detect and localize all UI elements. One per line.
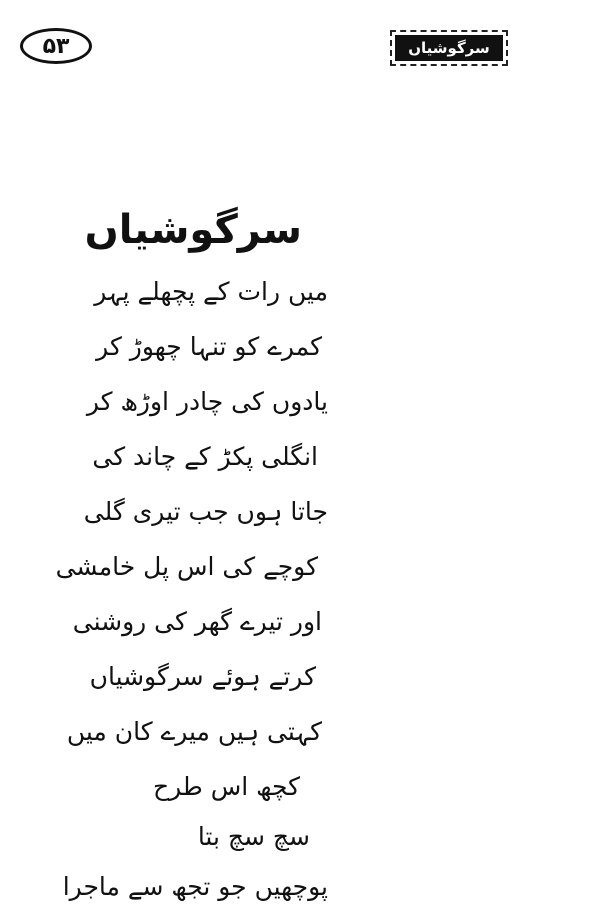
verse-line: انگلی پکڑ کے چاند کی <box>92 442 318 471</box>
verse-line: کرتے ہوئے سرگوشیاں <box>89 662 316 691</box>
verse-line: سچ سچ بتا <box>197 822 310 851</box>
verse-line: یادوں کی چادر اوڑھ کر <box>86 387 328 416</box>
running-header-title: سرگوشیاں <box>395 35 503 61</box>
verse-line: کچھ اس طرح <box>152 772 300 801</box>
verse-line: کمرے کو تنہا چھوڑ کر <box>96 332 322 361</box>
page-number: ۵۳ <box>20 28 92 64</box>
verse-line: کوچے کی اس پل خامشی <box>55 552 318 581</box>
poem-title: سرگوشیاں <box>84 207 302 253</box>
running-header <box>390 30 508 66</box>
verse-line: جاتا ہوں جب تیری گلی <box>83 497 328 526</box>
verse-line: اور تیرے گھر کی روشنی <box>72 607 322 636</box>
verse-line: میں رات کے پچھلے پہر <box>94 277 328 306</box>
verse-line: پوچھیں جو تجھ سے ماجرا <box>62 872 328 901</box>
verse-line: کہتی ہیں میرے کان میں <box>66 717 322 746</box>
